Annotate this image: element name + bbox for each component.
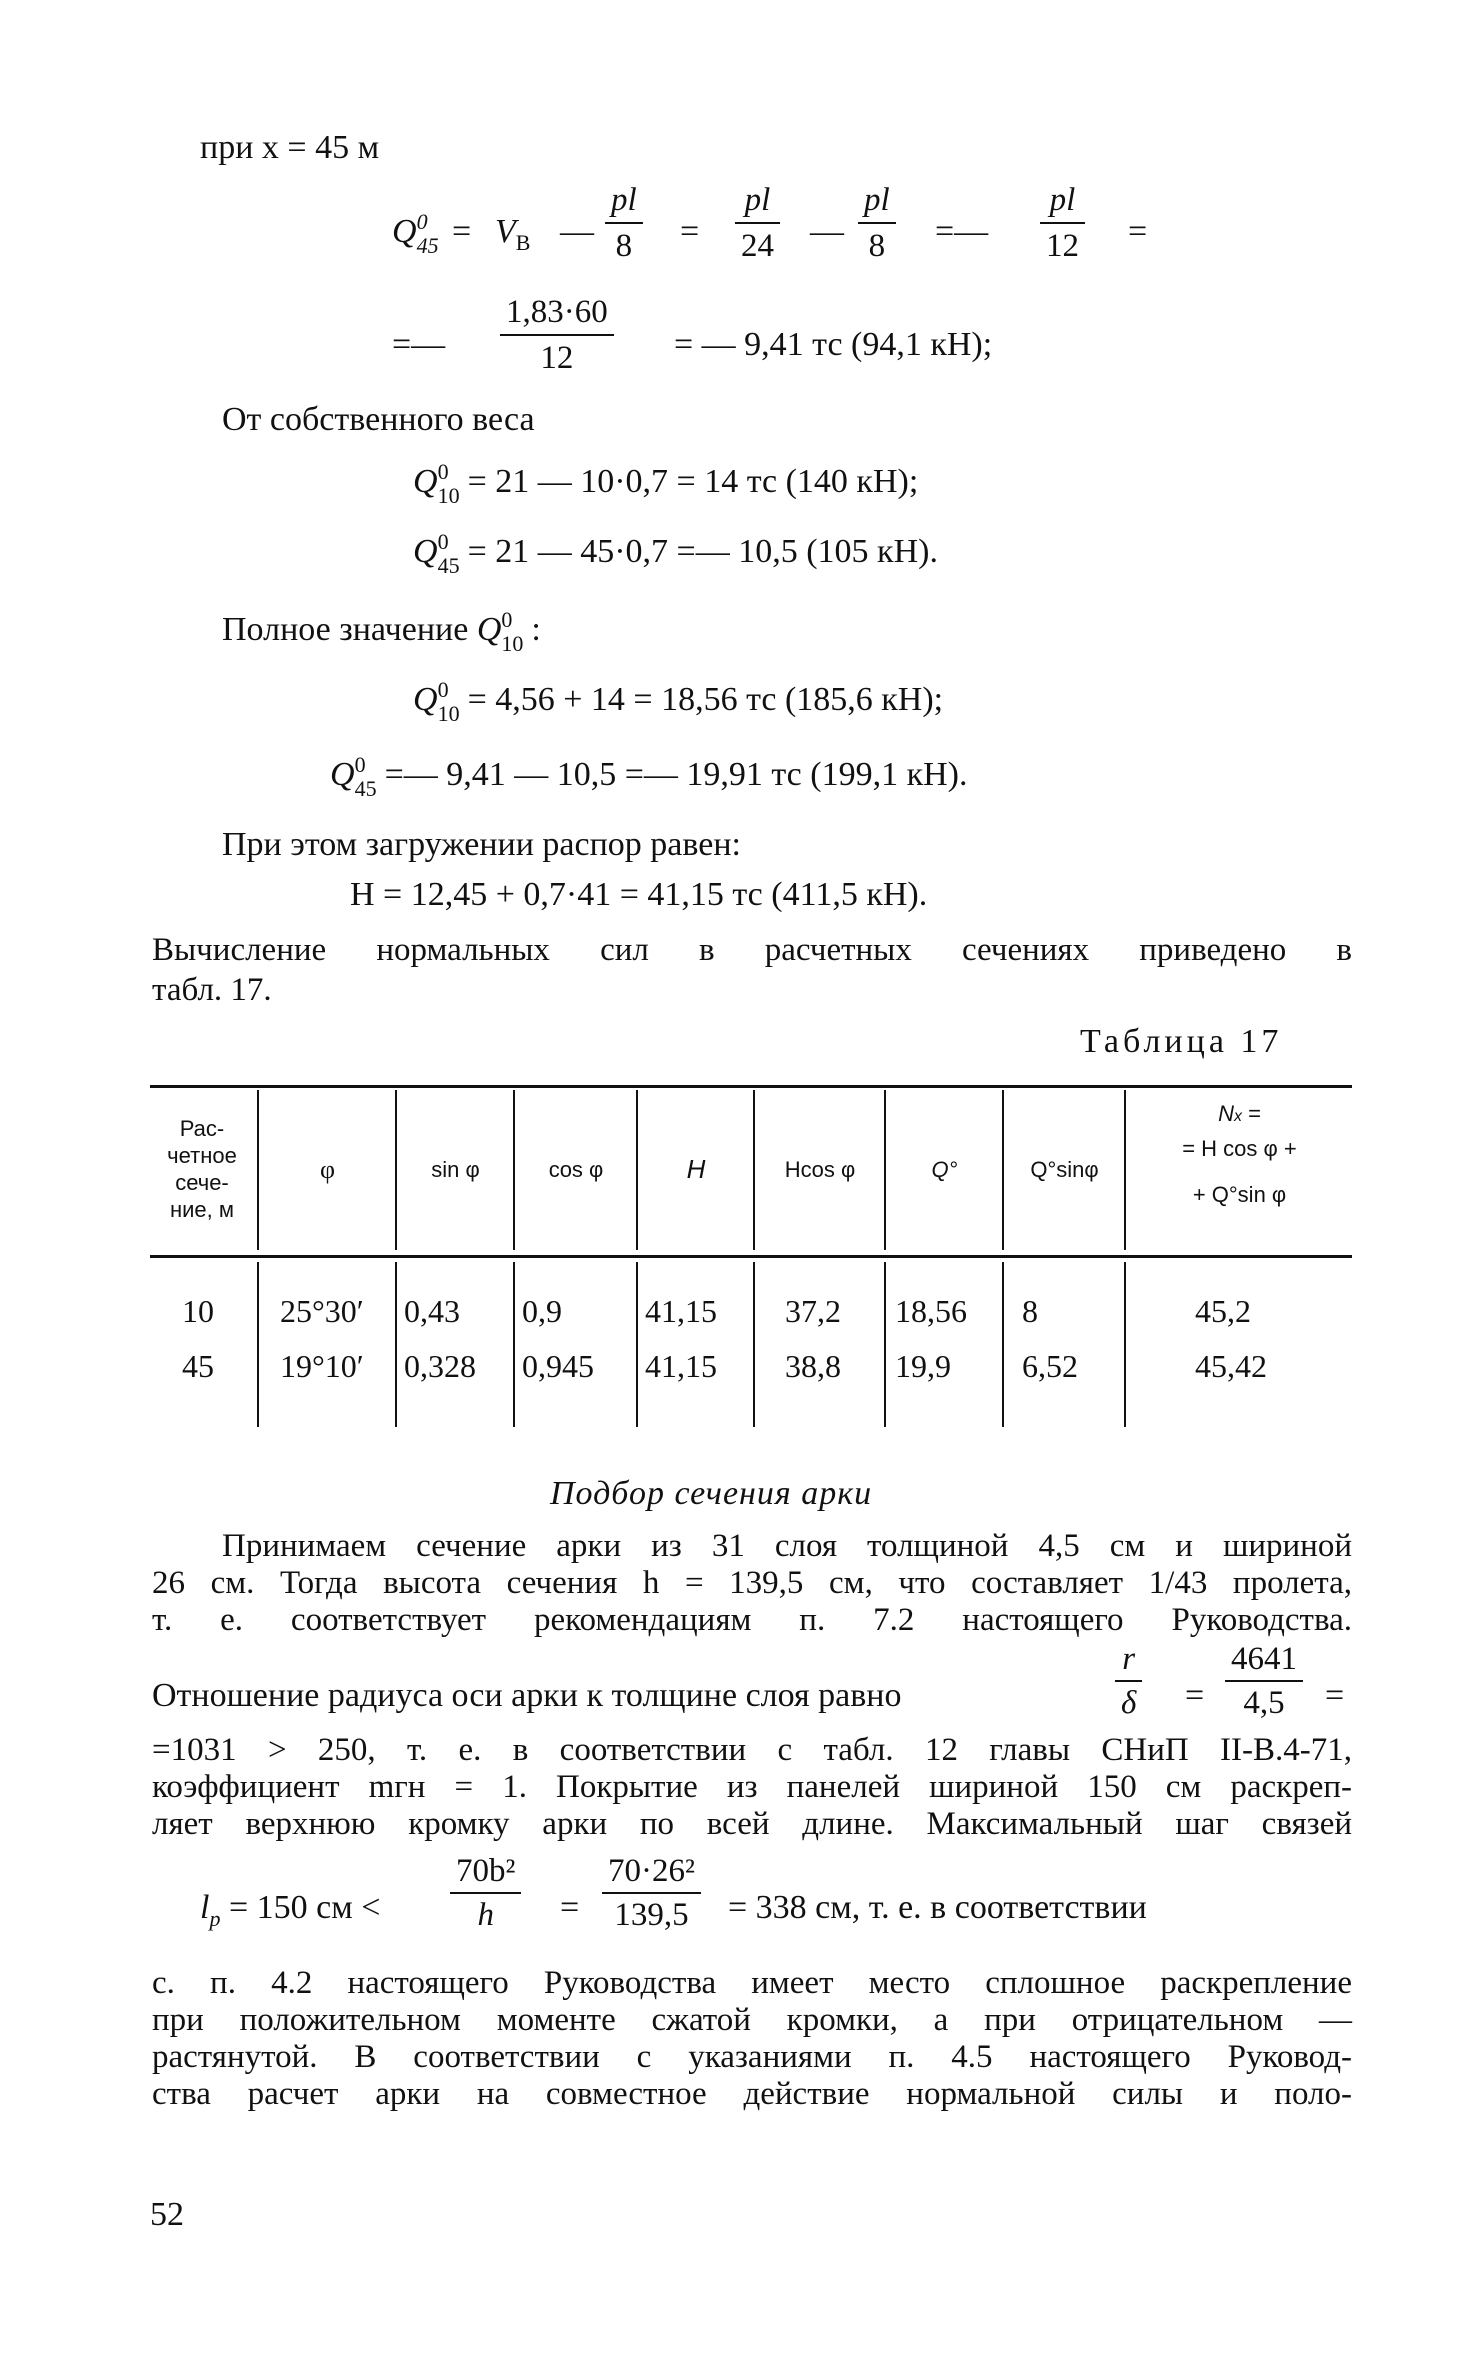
fraction-pl-8b: $\frac{pl}{8}$ (858, 178, 896, 268)
thrust-label: При этом загружении распор равен: (222, 826, 741, 863)
q45-full-line: Q 0 45 =— 9,41 — 10,5 =— 19,91 тс (199,1 кН). (330, 752, 968, 801)
fraction-r-delta: $\frac{r}{\delta}$ (1115, 1638, 1142, 1724)
header-phi: φ (319, 1155, 335, 1184)
header-q: Q° (931, 1157, 958, 1182)
fraction-pl-12: $\frac{pl}{12}$ (1040, 178, 1085, 268)
section-paragraph-3: с. п. 4.2 настоящего Руководства имеет место сплошное раскрепление при положительном моменте сжатой кромки, а при отрицательном — растянутой. В соответствии с указаниями п. 4.5 настоящего Руковод- ства расчет арки на совместное действие нормальной силы и поло- (152, 1965, 1352, 2112)
thrust-formula: H = 12,45 + 0,7·41 = 41,15 тс (411,5 кН). (350, 876, 928, 913)
fraction-183-60: $\frac{1,83\cdot 60}{12}$ (500, 290, 614, 380)
header-cos: cos φ (548, 1157, 604, 1182)
document-page: при x = 45 м Q 0 45 = $V_B$ — $\frac{pl}{8}$ = $\frac{pl}{24}$ — $\frac{pl}{8}$ =— $\frac{pl}{12}$ = =— $\frac{1,83\cdot 60}{12}$ = — 9,41 тс (94,1 кН); От собственного веса Q 0 10 = 21 — 10·0,7 = 14 тс (140 кН); Q 0 45 = 21 — 45·0,7 =— 10,5 (105 кН). Полное значение Q 0 10 : Q 0 10 = 4,56 + 14 = 18,56 тс (185,6 кН); Q 0 45 =— 9,41 — 10,5 =— 19,91 тс (199,1 кН). При этом загружении распор равен: H = 12,45 + 0,7·41 = 41,15 тс (411,5 кН). Вычисление нормальных сил в расчетных сечениях приведено в табл. 17. Таблица 17 Рас- четное сече- ние, м φ sin φ cos φ H Hcos φ Q° Q°sinφ Nx = = H cos φ + + Q°sin φ 10 25°30′ 0,43 0,9 41,15 37,2 18,56 8 45,2 45 19°10′ 0,328 0,945 41,15 38,8 19,9 6,52 45,42 Подбор сечения арки Принимаем сечение арки из 31 слоя толщиной 4,5 см и шириной 26 см. Тогда высота сечения h = 139,5 см, что составляет 1/43 пролета, т. е. соответствует рекомендациям п. 7.2 настоящего Руководства. Отношение радиуса оси арки к толщине слоя равно $\frac{r}{\delta}$ = $\frac{4641}{4,5}$ = =1031 > 250, т. е. в соответствии с табл. 12 главы СНиП II-В.4-71, коэффициент mгн = 1. Покрытие из панелей шириной 150 см раскреп- ляет верхнюю кромку арки по всей длине. Максимальный шаг связей $l_p = 150$ см < $\frac{\text{70b²}}{h}$ = $\frac{\text{70·26²}}{139,5}$ = 338 см, т. е. в соответствии с. п. 4.2 настоящего Руководства имеет место сплошное раскрепление при положительном моменте сжатой кромки, а при отрицательном — растянутой. В соответствии с указаниями п. 4.5 настоящего Руковод- ства расчет арки на совместное действие нормальной силы и поло- 52 (150, 129, 1352, 2233)
page-number: 52 (150, 2196, 184, 2233)
q10-full-line: Q 0 10 = 4,56 + 14 = 18,56 тс (185,6 кН); (413, 677, 944, 726)
fraction-pl-24: $\frac{pl}{24}$ (735, 178, 780, 268)
header-sin: sin φ (431, 1157, 480, 1182)
table-header-rule (150, 1255, 1352, 1258)
q45-own-line: Q 0 45 = 21 — 45·0,7 =— 10,5 (105 кН). (413, 529, 938, 578)
header-qsin: Q°sinφ (1030, 1157, 1099, 1182)
section-paragraph-1: Принимаем сечение арки из 31 слоя толщиной 4,5 см и шириной 26 см. Тогда высота сечения h = 139,5 см, что составляет 1/43 пролета, т. е. соответствует рекомендациям п. 7.2 настоящего Руководства. (152, 1528, 1352, 1638)
q45-result: = — 9,41 тс (94,1 кН); (674, 326, 993, 363)
q10-own-line: Q 0 10 = 21 — 10·0,7 = 14 тс (140 кН); (413, 459, 919, 508)
header-h: H (686, 1154, 706, 1184)
calc-paragraph: Вычисление нормальных сил в расчетных сечениях приведено в табл. 17. (152, 932, 1352, 1008)
fraction-70b2-h: $\frac{\text{70b²}}{h}$ (450, 1850, 521, 1936)
header-section: Рас- четное сече- ние, м (167, 1116, 237, 1222)
header-nx: Nx = = H cos φ + + Q°sin φ (1182, 1101, 1297, 1207)
full-value-label: Полное значение Q 0 10 : (222, 607, 541, 656)
table-top-rule (150, 1085, 1352, 1088)
fraction-4641-45: $\frac{4641}{4,5}$ (1225, 1638, 1303, 1724)
section-heading: Подбор сечения арки (550, 1475, 873, 1512)
top-line: при x = 45 м (200, 129, 380, 166)
own-weight-label: От собственного веса (222, 401, 535, 438)
header-hcos: Hcos φ (784, 1157, 856, 1182)
q45-symbol: Q (392, 213, 417, 250)
table-caption: Таблица 17 (1080, 1023, 1283, 1060)
fraction-70-26-1395: $\frac{\text{70·26²}}{139,5}$ (602, 1850, 701, 1936)
fraction-pl-8: $\frac{pl}{8}$ (605, 178, 643, 268)
section-paragraph-2: =1031 > 250, т. е. в соответствии с табл. 12 главы СНиП II-В.4-71, коэффициент mгн = 1. Покрытие из панелей шириной 150 см раскреп- ляет верхнюю кромку арки по всей длине. Максимальный шаг связей (152, 1732, 1352, 1842)
